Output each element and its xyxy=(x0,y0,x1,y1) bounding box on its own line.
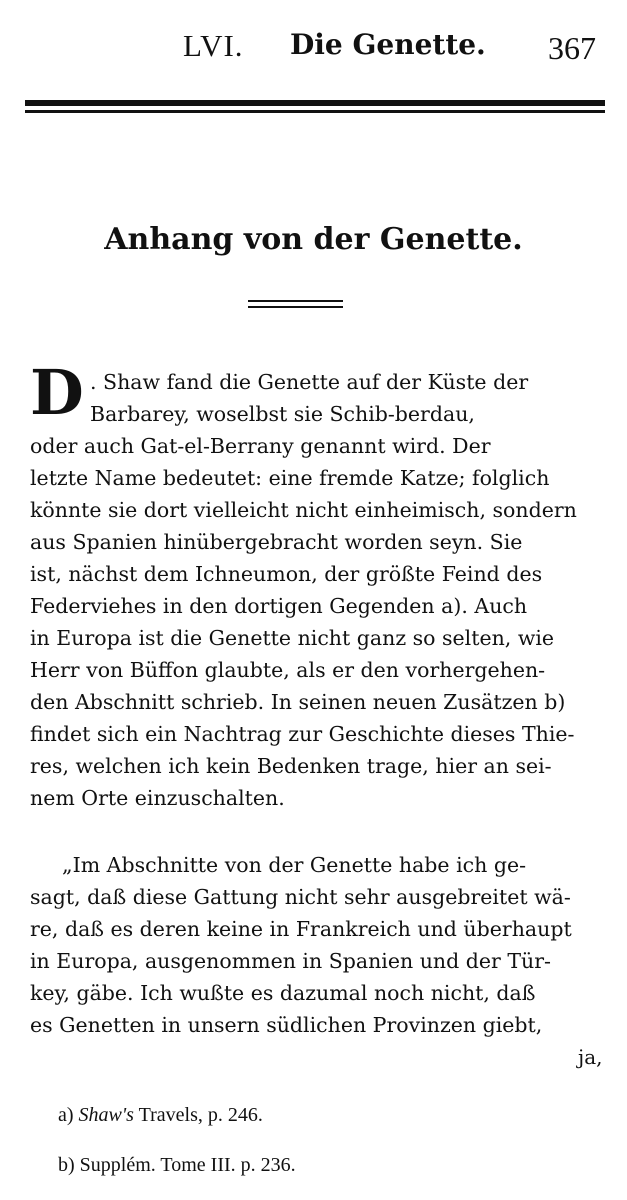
footnote-marker: a) xyxy=(58,1104,74,1126)
rule-line-upper xyxy=(248,300,343,302)
body-line: „Im Abschnitte von der Genette habe ich ge- xyxy=(62,853,527,877)
running-title: Die Genette. xyxy=(290,28,486,61)
page-number: 367 xyxy=(548,30,596,66)
body-line: Barbarey, woselbst sie Schib-berdau, xyxy=(90,402,475,426)
footnote-text: Travels, p. 246. xyxy=(133,1104,263,1126)
running-header xyxy=(0,28,627,72)
body-line: letzte Name bedeutet: eine fremde Katze; folglich xyxy=(30,466,550,490)
footnote-a xyxy=(58,1104,263,1127)
header-double-rule xyxy=(25,100,605,114)
body-line: res, welchen ich kein Bedenken trage, hier an sei- xyxy=(30,754,552,778)
body-line: ist, nächst dem Ichneumon, der größte Feind des xyxy=(30,562,543,586)
body-line: key, gäbe. Ich wußte es dazumal noch nicht, daß xyxy=(30,981,536,1005)
chapter-number: LVI. xyxy=(183,28,244,63)
rule-thick xyxy=(25,100,605,106)
body-line: es Genetten in unsern südlichen Provinzen giebt, xyxy=(30,1013,543,1037)
body-line: re, daß es deren keine in Frankreich und überhaupt xyxy=(30,917,572,941)
catchword: ja, xyxy=(578,1045,603,1069)
drop-cap: D xyxy=(30,356,84,429)
body-line: in Europa, ausgenommen in Spanien und der Tür- xyxy=(30,949,551,973)
body-line: könnte sie dort vielleicht nicht einheimisch, sondern xyxy=(30,498,577,522)
body-line: nem Orte einzuschalten. xyxy=(30,786,285,810)
body-line: Herr von Büffon glaubte, als er den vorhergehen- xyxy=(30,658,546,682)
body-line: . Shaw fand die Genette auf der Küste der xyxy=(90,370,529,394)
section-title: Anhang von der Genette. xyxy=(104,222,523,257)
body-line: aus Spanien hinübergebracht worden seyn. Sie xyxy=(30,530,523,554)
body-line: den Abschnitt schrieb. In seinen neuen Zusätzen b) xyxy=(30,690,566,714)
body-line: sagt, daß diese Gattung nicht sehr ausgebreitet wä- xyxy=(30,885,571,909)
section-title-rule xyxy=(248,300,343,310)
footnote-marker: b) xyxy=(58,1154,75,1176)
footnote-b xyxy=(58,1154,296,1177)
rule-thin xyxy=(25,110,605,113)
footnote-author: Shaw's xyxy=(78,1104,134,1126)
footnote-text: Supplém. Tome III. p. 236. xyxy=(79,1154,296,1176)
body-line: oder auch Gat-el-Berrany genannt wird. Der xyxy=(30,434,491,458)
rule-line-lower xyxy=(248,306,343,308)
body-line: Federviehes in den dortigen Gegenden a). Auch xyxy=(30,594,528,618)
body-line: in Europa ist die Genette nicht ganz so selten, wie xyxy=(30,626,555,650)
body-line: findet sich ein Nachtrag zur Geschichte dieses Thie- xyxy=(30,722,575,746)
